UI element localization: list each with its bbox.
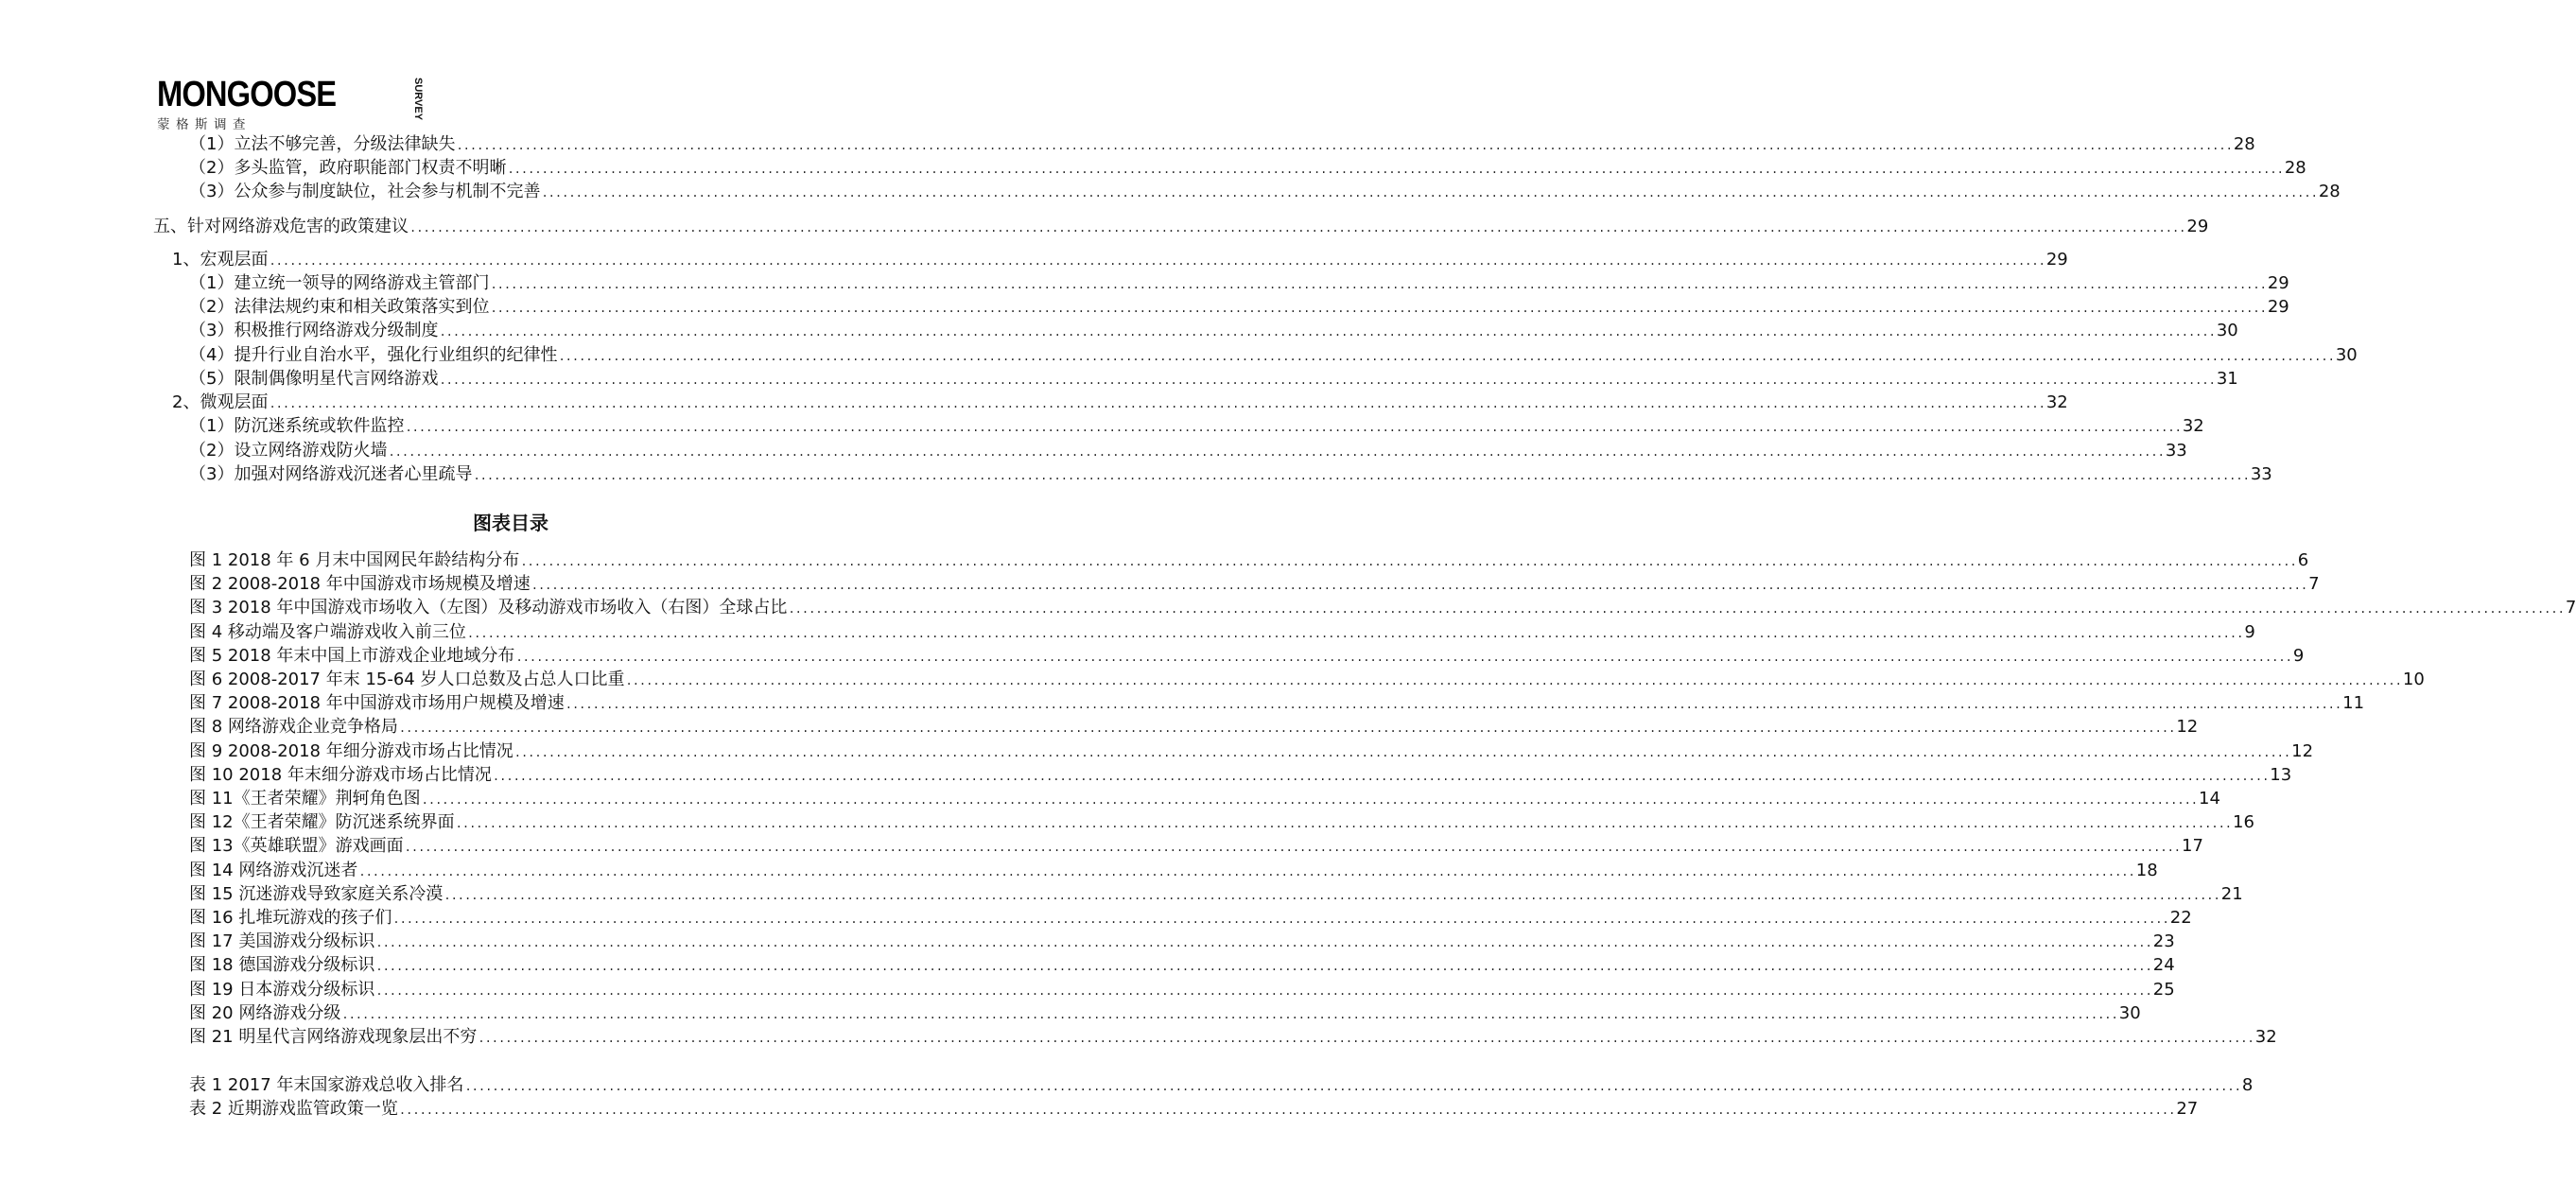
entry-title: （2）多头监管，政府职能部门权责不明晰 xyxy=(189,158,507,178)
entry-title: （1）防沉迷系统或软件监控 xyxy=(189,416,405,436)
dot-leader: .................................................................................................................................................................................................................................................................... xyxy=(456,139,2233,152)
entry-title: 图 6 2008-2017 年末 15-64 岁人口总数及占总人口比重 xyxy=(189,670,625,689)
entry-title: 图 17 美国游戏分级标识 xyxy=(189,931,375,952)
toc-entry[interactable] xyxy=(153,215,2209,238)
entry-title: 图 1 2018 年 6 月末中国网民年龄结构分布 xyxy=(189,550,520,570)
entry-title: （4）提升行业自治水平，强化行业组织的纪律性 xyxy=(189,345,558,365)
entry-title: 图 13《英雄联盟》游戏画面 xyxy=(189,836,404,857)
entry-title: 图 14 网络游戏沉迷者 xyxy=(189,860,358,880)
toc-entry[interactable] xyxy=(189,343,2358,367)
toc-entry[interactable] xyxy=(189,715,2199,739)
toc-entry[interactable] xyxy=(189,1025,2277,1049)
dot-leader: .................................................................................................................................................................................................................................................................... xyxy=(625,674,2402,687)
dot-leader: .................................................................................................................................................................................................................................................................... xyxy=(464,1080,2241,1093)
entry-page-number: 10 xyxy=(2402,670,2425,689)
entry-title: （3）积极推行网络游戏分级制度 xyxy=(189,321,439,340)
dot-leader: .................................................................................................................................................................................................................................................................... xyxy=(490,278,2267,291)
toc-entry[interactable] xyxy=(189,834,2203,858)
toc-entry[interactable] xyxy=(189,978,2175,1001)
dot-leader: .................................................................................................................................................................................................................................................................... xyxy=(269,254,2045,268)
entry-page-number: 12 xyxy=(2291,740,2314,761)
entry-title: 图 8 网络游戏企业竞争格局 xyxy=(189,717,398,738)
dot-leader: .................................................................................................................................................................................................................................................................... xyxy=(405,421,2182,434)
entry-page-number: 30 xyxy=(2118,1002,2141,1023)
dot-leader: .................................................................................................................................................................................................................................................................... xyxy=(269,397,2045,410)
toc-entry[interactable] xyxy=(189,620,2255,644)
entry-title: （3）加强对网络游戏沉迷者心里疏导 xyxy=(189,464,473,484)
dot-leader: .................................................................................................................................................................................................................................................................... xyxy=(421,793,2199,807)
dot-leader: .................................................................................................................................................................................................................................................................... xyxy=(466,626,2244,640)
figures-heading: 图表目录 xyxy=(473,512,548,534)
entry-title: 图 20 网络游戏分级 xyxy=(189,1002,341,1023)
entry-page-number: 29 xyxy=(2267,297,2289,317)
logo-survey-text: SURVEY xyxy=(412,78,424,121)
dot-leader: .................................................................................................................................................................................................................................................................... xyxy=(788,602,2565,617)
entry-page-number: 22 xyxy=(2169,908,2192,928)
toc-entry[interactable] xyxy=(189,295,2289,319)
entry-title: 图 2 2008-2018 年中国游戏市场规模及增速 xyxy=(189,574,531,595)
dot-leader: .................................................................................................................................................................................................................................................................... xyxy=(341,1007,2118,1021)
entry-page-number: 9 xyxy=(2292,645,2305,666)
entry-title: 图 7 2008-2018 年中国游戏市场用户规模及增速 xyxy=(189,693,565,714)
dot-leader: .................................................................................................................................................................................................................................................................... xyxy=(375,983,2152,998)
entry-page-number: 11 xyxy=(2342,693,2365,714)
toc-entry[interactable] xyxy=(189,132,2255,156)
dot-leader: .................................................................................................................................................................................................................................................................... xyxy=(513,745,2291,759)
entry-page-number: 23 xyxy=(2152,931,2175,952)
entry-page-number: 8 xyxy=(2241,1075,2254,1095)
dot-leader: .................................................................................................................................................................................................................................................................... xyxy=(444,888,2220,902)
entry-page-number: 18 xyxy=(2135,860,2158,880)
dot-leader: .................................................................................................................................................................................................................................................................... xyxy=(558,350,2335,363)
toc-entry[interactable] xyxy=(189,367,2238,391)
dot-leader: .................................................................................................................................................................................................................................................................... xyxy=(392,913,2169,926)
toc-entry[interactable] xyxy=(172,391,2068,414)
toc-entry[interactable] xyxy=(189,156,2306,180)
dot-leader: .................................................................................................................................................................................................................................................................... xyxy=(398,722,2176,736)
entry-title: （2）法律法规约束和相关政策落实到位 xyxy=(189,297,490,317)
dot-leader: .................................................................................................................................................................................................................................................................... xyxy=(492,769,2270,783)
toc-entry[interactable] xyxy=(189,787,2220,810)
toc-entry[interactable] xyxy=(189,930,2175,953)
entry-title: 1、宏观层面 xyxy=(172,250,269,270)
entry-page-number: 29 xyxy=(2186,217,2209,236)
dot-leader: .................................................................................................................................................................................................................................................................... xyxy=(455,817,2233,831)
dot-leader: .................................................................................................................................................................................................................................................................... xyxy=(490,302,2267,315)
entry-title: （1）建立统一领导的网络游戏主管部门 xyxy=(189,273,490,293)
entry-page-number: 32 xyxy=(2045,392,2068,412)
dot-leader: .................................................................................................................................................................................................................................................................... xyxy=(404,841,2182,855)
entry-page-number: 24 xyxy=(2152,955,2175,976)
entry-page-number: 7 xyxy=(2308,574,2320,595)
entry-page-number: 25 xyxy=(2152,979,2175,1000)
entry-page-number: 6 xyxy=(2297,550,2309,570)
dot-leader: .................................................................................................................................................................................................................................................................... xyxy=(541,186,2318,200)
entry-page-number: 32 xyxy=(2254,1027,2277,1047)
entry-page-number: 30 xyxy=(2335,345,2358,365)
entry-page-number: 33 xyxy=(2250,464,2272,484)
toc-entry[interactable] xyxy=(189,906,2192,930)
toc-entry[interactable] xyxy=(189,462,2272,486)
entry-page-number: 27 xyxy=(2176,1099,2199,1120)
dot-leader: .................................................................................................................................................................................................................................................................... xyxy=(358,864,2135,879)
entry-title: 图 5 2018 年末中国上市游戏企业地域分布 xyxy=(189,645,515,666)
toc-entry[interactable] xyxy=(189,668,2425,691)
toc-entry[interactable] xyxy=(189,859,2158,882)
entry-page-number: 33 xyxy=(2165,441,2187,461)
entry-title: 图 15 沉迷游戏导致家庭关系冷漠 xyxy=(189,883,444,904)
toc-entry[interactable] xyxy=(189,763,2292,787)
toc-entry[interactable] xyxy=(189,882,2243,906)
toc-entry[interactable] xyxy=(189,810,2254,834)
entry-title: （1）立法不够完善，分级法律缺失 xyxy=(189,134,456,154)
entry-page-number: 14 xyxy=(2199,789,2220,809)
toc-entry[interactable] xyxy=(172,248,2068,271)
entry-page-number: 29 xyxy=(2267,273,2289,293)
dot-leader: .................................................................................................................................................................................................................................................................... xyxy=(375,936,2152,950)
mongoose-logo xyxy=(157,75,424,132)
toc-entry[interactable] xyxy=(189,1097,2199,1121)
entry-page-number: 13 xyxy=(2270,764,2292,785)
dot-leader: .................................................................................................................................................................................................................................................................... xyxy=(473,469,2250,482)
dot-leader: .................................................................................................................................................................................................................................................................... xyxy=(531,579,2308,593)
entry-title: （2）设立网络游戏防火墙 xyxy=(189,441,388,461)
logo-wordmark: MONGOOSE xyxy=(157,75,337,114)
entry-title: （5）限制偶像明星代言网络游戏 xyxy=(189,369,439,389)
toc-entry[interactable] xyxy=(189,180,2341,203)
entry-page-number: 28 xyxy=(2318,182,2341,201)
logo-chinese-name: 蒙格斯调查 xyxy=(157,117,252,132)
dot-leader: .................................................................................................................................................................................................................................................................... xyxy=(439,325,2216,339)
entry-page-number: 16 xyxy=(2233,812,2254,833)
entry-title: 图 19 日本游戏分级标识 xyxy=(189,979,375,1000)
entry-title: 图 21 明星代言网络游戏现象层出不穷 xyxy=(189,1027,478,1047)
toc-entry[interactable] xyxy=(189,739,2314,763)
dot-leader: .................................................................................................................................................................................................................................................................... xyxy=(515,650,2292,664)
entry-page-number: 12 xyxy=(2176,717,2199,738)
toc-entry[interactable] xyxy=(189,1001,2141,1025)
entry-title: 图 16 扎堆玩游戏的孩子们 xyxy=(189,908,392,928)
entry-page-number: 21 xyxy=(2220,883,2243,904)
dot-leader: .................................................................................................................................................................................................................................................................... xyxy=(398,1104,2176,1118)
dot-leader: .................................................................................................................................................................................................................................................................... xyxy=(507,163,2284,176)
entry-title: 图 18 德国游戏分级标识 xyxy=(189,955,375,976)
toc-entry[interactable] xyxy=(189,1073,2254,1097)
entry-title: 2、微观层面 xyxy=(172,392,269,412)
dot-leader: .................................................................................................................................................................................................................................................................... xyxy=(439,374,2216,387)
entry-page-number: 17 xyxy=(2182,836,2203,857)
dot-leader: .................................................................................................................................................................................................................................................................... xyxy=(409,221,2186,235)
dot-leader: .................................................................................................................................................................................................................................................................... xyxy=(375,960,2152,974)
entry-page-number: 28 xyxy=(2233,134,2255,154)
dot-leader: .................................................................................................................................................................................................................................................................... xyxy=(565,698,2342,712)
entry-title: （3）公众参与制度缺位，社会参与机制不完善 xyxy=(189,182,541,201)
entry-title: 图 3 2018 年中国游戏市场收入（左图）及移动游戏市场收入（右图）全球占比 xyxy=(189,598,788,618)
dot-leader: .................................................................................................................................................................................................................................................................... xyxy=(478,1032,2254,1045)
toc-entry[interactable] xyxy=(189,596,2576,619)
toc-entry[interactable] xyxy=(189,319,2238,342)
entry-title: 图 4 移动端及客户端游戏收入前三位 xyxy=(189,621,466,642)
toc-entry[interactable] xyxy=(189,439,2187,462)
entry-title: 图 9 2008-2018 年细分游戏市场占比情况 xyxy=(189,740,513,761)
toc-entry[interactable] xyxy=(189,953,2175,977)
entry-page-number: 32 xyxy=(2182,416,2204,436)
entry-page-number: 28 xyxy=(2284,158,2306,178)
entry-title: 图 12《王者荣耀》防沉迷系统界面 xyxy=(189,812,455,833)
entry-page-number: 29 xyxy=(2045,250,2068,270)
toc-entry[interactable] xyxy=(189,644,2305,668)
toc-entry[interactable] xyxy=(189,271,2289,295)
toc-entry[interactable] xyxy=(189,548,2309,572)
entry-page-number: 9 xyxy=(2244,621,2255,642)
entry-title: 表 1 2017 年末国家游戏总收入排名 xyxy=(189,1075,464,1095)
dot-leader: .................................................................................................................................................................................................................................................................... xyxy=(388,445,2165,459)
toc-entry[interactable] xyxy=(189,691,2365,715)
toc-entry[interactable] xyxy=(189,414,2204,438)
entry-title: 五、针对网络游戏危害的政策建议 xyxy=(153,217,409,236)
entry-title: 图 11《王者荣耀》荆轲角色图 xyxy=(189,789,421,809)
entry-page-number: 31 xyxy=(2216,369,2238,389)
entry-title: 图 10 2018 年末细分游戏市场占比情况 xyxy=(189,764,492,785)
toc-entry[interactable] xyxy=(189,572,2320,596)
entry-page-number: 30 xyxy=(2216,321,2238,340)
entry-title: 表 2 近期游戏监管政策一览 xyxy=(189,1099,398,1120)
entry-page-number: 7 xyxy=(2565,598,2576,618)
dot-leader: .................................................................................................................................................................................................................................................................... xyxy=(520,555,2297,568)
